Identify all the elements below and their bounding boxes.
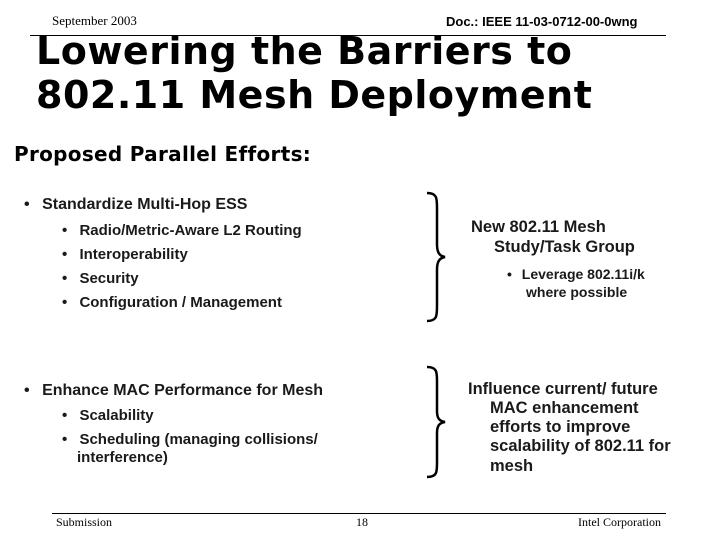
section2-bullet [24, 381, 323, 401]
section2-note-line-1: Influence current/ future [468, 380, 658, 398]
bullet-dot-icon: • [24, 196, 30, 213]
header-doc-id: Doc.: IEEE 11-03-0712-00-0wng [446, 14, 638, 29]
footer-company: Intel Corporation [578, 515, 661, 529]
list-item-label: Configuration / Management [79, 294, 282, 311]
section1-note-sub-line-2: where possible [526, 284, 628, 300]
slide-title [36, 31, 592, 115]
section2-note-line-2: MAC enhancement [490, 399, 639, 417]
bullet-dot-icon: • [24, 382, 30, 399]
section2-list [62, 407, 318, 467]
section1-note-title-line-2: Study/Task Group [494, 238, 635, 256]
list-item [62, 294, 302, 318]
list-item [62, 407, 318, 431]
section1-heading: Standardize Multi-Hop ESS [42, 196, 248, 213]
slide-title-line-1: Lowering the Barriers to [36, 29, 573, 73]
list-item [62, 431, 318, 449]
right-curly-brace-icon [425, 192, 447, 322]
bullet-dot-icon: • [62, 246, 68, 263]
list-item [62, 270, 302, 294]
footer-submission: Submission [56, 515, 113, 529]
header-date: September 2003 [52, 13, 137, 28]
list-item [62, 222, 302, 246]
list-item-label: Interoperability [79, 246, 188, 263]
right-curly-brace-icon [425, 366, 447, 478]
section1-note-title-line-1: New 802.11 Mesh [471, 218, 606, 236]
bullet-dot-icon: • [62, 407, 68, 424]
bullet-dot-icon: • [507, 266, 512, 282]
section2-note-line-5: mesh [490, 457, 534, 475]
slide-title-line-2: 802.11 Mesh Deployment [36, 73, 593, 117]
section1-note-sub-line-1: Leverage 802.11i/k [521, 266, 645, 282]
footer-rule [52, 513, 666, 514]
section1-bullet [24, 195, 247, 215]
list-item-label: Radio/Metric-Aware L2 Routing [79, 222, 302, 239]
list-item-continuation: interference) [77, 449, 168, 466]
bullet-dot-icon: • [62, 222, 68, 239]
list-item [62, 246, 302, 270]
bullet-dot-icon: • [62, 294, 68, 311]
section2-heading: Enhance MAC Performance for Mesh [42, 382, 324, 399]
list-item-label: Scheduling (managing collisions/ [79, 431, 318, 448]
section1-list [62, 222, 302, 318]
footer-page-number: 18 [356, 515, 368, 529]
bullet-dot-icon: • [62, 270, 68, 287]
list-item-label: Security [79, 270, 139, 287]
section2-note-line-4: scalability of 802.11 for [490, 437, 671, 455]
section1-note-sub [507, 266, 645, 283]
bullet-dot-icon: • [62, 431, 68, 448]
list-item-label: Scalability [79, 407, 154, 424]
section2-note-line-3: efforts to improve [490, 418, 631, 436]
slide-subtitle: Proposed Parallel Efforts: [14, 142, 312, 166]
